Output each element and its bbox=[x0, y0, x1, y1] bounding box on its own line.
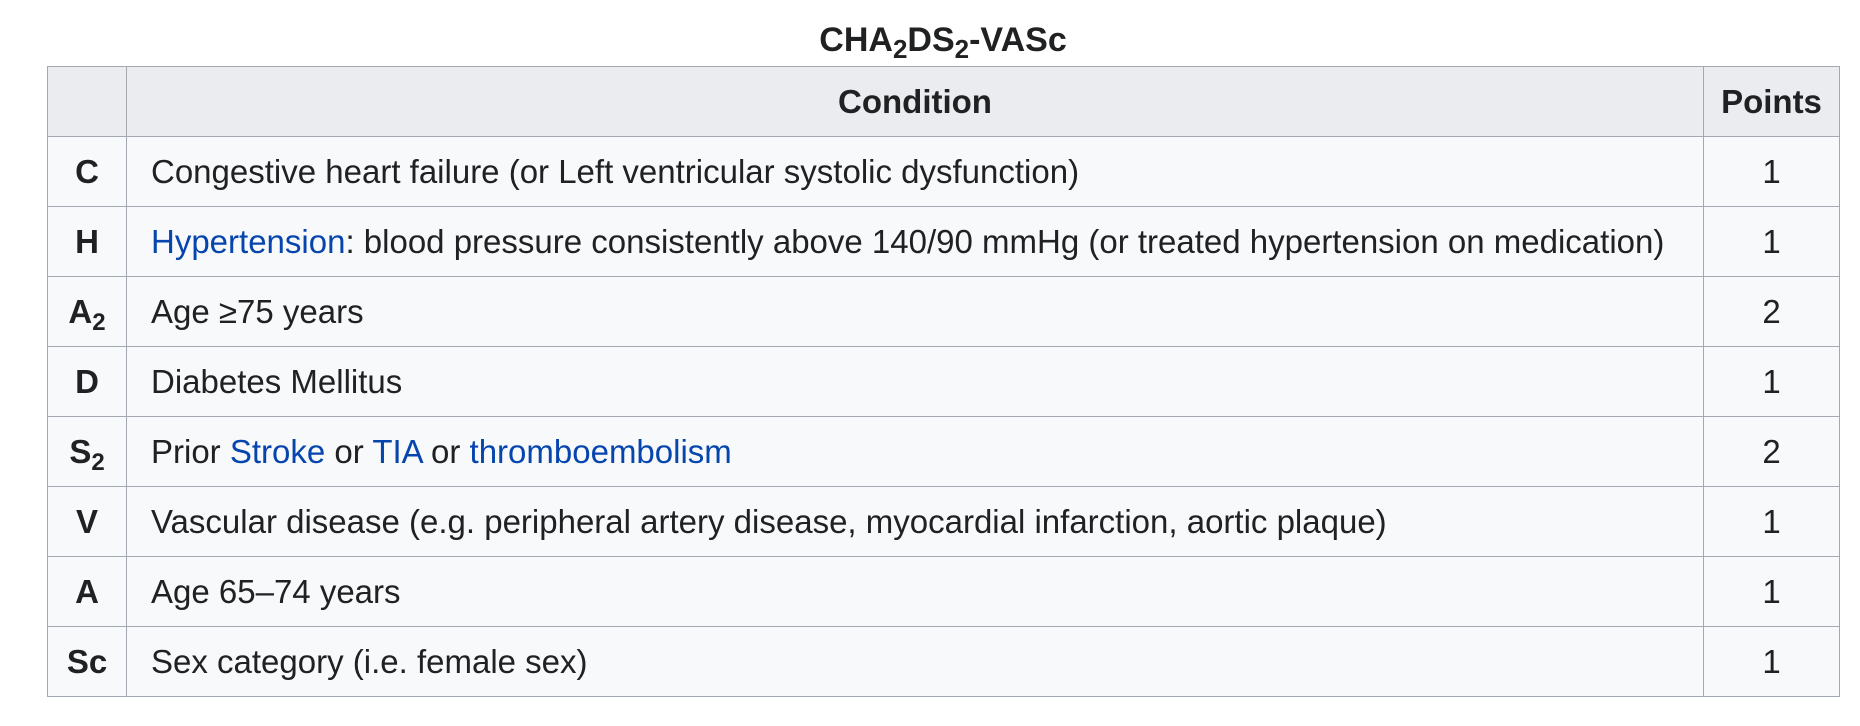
table-row bbox=[48, 277, 1840, 347]
caption-subscript: 2 bbox=[892, 34, 908, 64]
condition-text: or bbox=[421, 432, 470, 470]
condition-text: Prior bbox=[151, 432, 230, 470]
row-points: 1 bbox=[1704, 137, 1840, 207]
cha2ds2-vasc-table bbox=[47, 66, 1840, 697]
header-row bbox=[48, 67, 1840, 137]
row-points: 1 bbox=[1704, 347, 1840, 417]
row-points: 1 bbox=[1704, 207, 1840, 277]
caption-subscript: 2 bbox=[954, 34, 970, 64]
row-condition bbox=[127, 207, 1704, 277]
row-key-letter: V bbox=[75, 502, 98, 540]
score-table-container bbox=[47, 14, 1839, 697]
table-row bbox=[48, 347, 1840, 417]
condition-link[interactable]: Hypertension bbox=[151, 222, 346, 260]
condition-text: Age ≥75 years bbox=[151, 292, 364, 330]
row-condition bbox=[127, 627, 1704, 697]
row-points: 2 bbox=[1704, 277, 1840, 347]
condition-text: Sex category (i.e. female sex) bbox=[151, 642, 588, 680]
condition-text: Diabetes Mellitus bbox=[151, 362, 403, 400]
condition-text: Congestive heart failure (or Left ventricular systolic dysfunction) bbox=[151, 152, 1080, 190]
row-key bbox=[48, 347, 127, 417]
row-condition bbox=[127, 557, 1704, 627]
row-key bbox=[48, 487, 127, 557]
table-row bbox=[48, 557, 1840, 627]
condition-link[interactable]: TIA bbox=[372, 432, 422, 470]
table-caption bbox=[47, 14, 1839, 66]
row-key-letter: Sc bbox=[66, 642, 108, 680]
row-points: 1 bbox=[1704, 487, 1840, 557]
header-key bbox=[48, 67, 127, 137]
row-key bbox=[48, 277, 127, 347]
condition-link[interactable]: Stroke bbox=[229, 432, 326, 470]
row-condition bbox=[127, 487, 1704, 557]
row-points: 2 bbox=[1704, 417, 1840, 487]
caption-part: DS bbox=[907, 21, 955, 59]
row-key bbox=[48, 557, 127, 627]
table-row bbox=[48, 417, 1840, 487]
condition-text: Vascular disease (e.g. peripheral artery disease, myocardial infarction, aortic plaque) bbox=[151, 502, 1387, 540]
row-key-letter: S bbox=[69, 432, 92, 470]
row-key-letter: H bbox=[75, 222, 99, 260]
header-points: Points bbox=[1704, 67, 1840, 137]
condition-text: or bbox=[325, 432, 373, 470]
row-condition bbox=[127, 417, 1704, 487]
condition-text: : blood pressure consistently above 140/90 mmHg (or treated hypertension on medication) bbox=[345, 222, 1665, 260]
table-row bbox=[48, 627, 1840, 697]
table-row bbox=[48, 487, 1840, 557]
row-key-letter: A bbox=[68, 292, 93, 330]
row-key-subscript: 2 bbox=[92, 308, 106, 336]
row-key-letter: D bbox=[75, 362, 99, 400]
row-points: 1 bbox=[1704, 557, 1840, 627]
caption-part: -VASc bbox=[969, 21, 1067, 59]
condition-text: Age 65–74 years bbox=[151, 572, 401, 610]
row-key bbox=[48, 137, 127, 207]
row-points: 1 bbox=[1704, 627, 1840, 697]
row-key-letter: C bbox=[75, 152, 99, 190]
table-row bbox=[48, 207, 1840, 277]
row-key bbox=[48, 417, 127, 487]
caption-part: CHA bbox=[819, 21, 893, 59]
row-key bbox=[48, 207, 127, 277]
table-row bbox=[48, 137, 1840, 207]
row-condition bbox=[127, 347, 1704, 417]
condition-link[interactable]: thromboembolism bbox=[469, 432, 732, 470]
row-key bbox=[48, 627, 127, 697]
row-key-subscript: 2 bbox=[91, 448, 105, 476]
row-condition bbox=[127, 277, 1704, 347]
row-condition bbox=[127, 137, 1704, 207]
header-condition: Condition bbox=[127, 67, 1704, 137]
row-key-letter: A bbox=[75, 572, 99, 610]
